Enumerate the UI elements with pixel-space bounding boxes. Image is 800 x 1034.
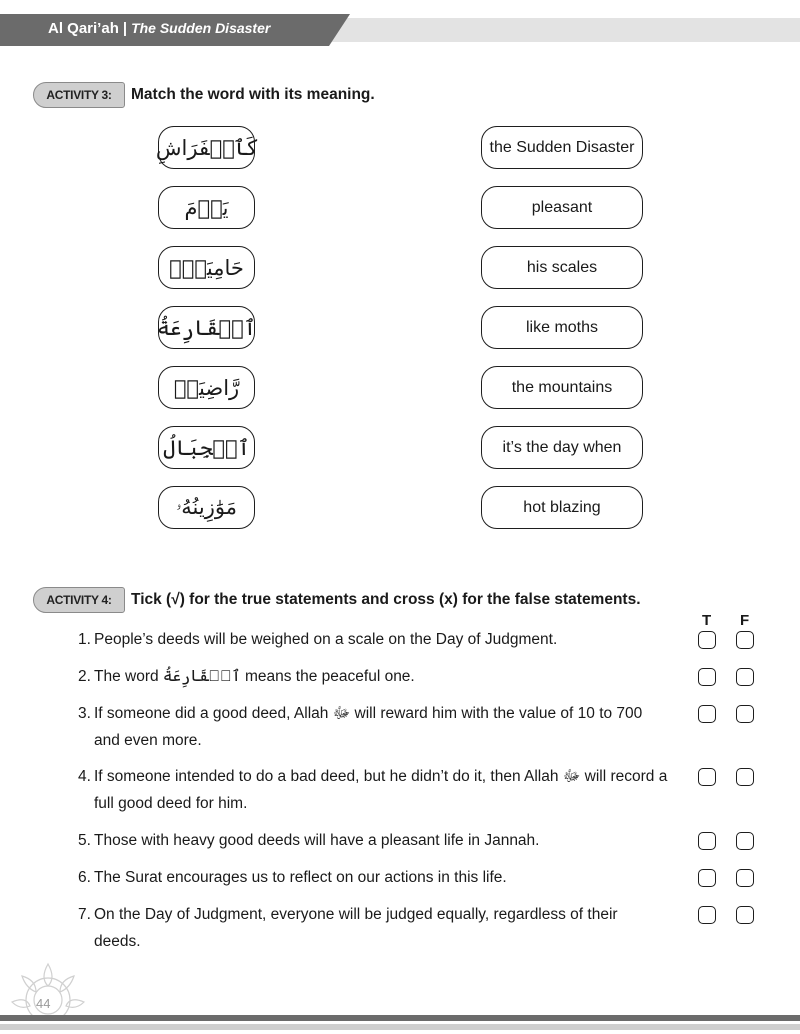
false-checkbox[interactable]	[736, 869, 754, 887]
header-separator: |	[122, 20, 128, 37]
true-checkbox[interactable]	[698, 631, 716, 649]
true-checkbox[interactable]	[698, 705, 716, 723]
page-header-title	[48, 20, 270, 37]
statement-text: On the Day of Judgment, everyone will be judged equally, regardless of their deeds.	[94, 906, 618, 950]
statement-text: If someone intended to do a bad deed, but he didn’t do it, then Allah ﷻ will record a full good deed for him.	[94, 768, 668, 812]
statement-number: 1.	[78, 631, 91, 648]
statement-row	[78, 864, 668, 891]
true-checkbox[interactable]	[698, 906, 716, 924]
statement-row	[78, 763, 668, 817]
activity4-badge: ACTIVITY 4:	[33, 587, 125, 613]
true-checkbox[interactable]	[698, 668, 716, 686]
activity4-instruction: Tick (√) for the true statements and cross (x) for the false statements.	[131, 591, 641, 608]
chapter-subtitle: The Sudden Disaster	[131, 20, 271, 36]
false-checkbox[interactable]	[736, 832, 754, 850]
statement-text: People’s deeds will be weighed on a scale on the Day of Judgment.	[94, 631, 558, 648]
false-checkbox[interactable]	[736, 705, 754, 723]
statement-number: 2.	[78, 668, 91, 685]
arabic-word-box[interactable]: كَٱلۡفَرَاشِ	[158, 126, 255, 169]
arabic-word-box[interactable]: مَوَٰزِينُهُۥ	[158, 486, 255, 529]
meaning-box[interactable]: like moths	[481, 306, 643, 349]
activity3-heading	[33, 82, 375, 108]
header-band	[330, 18, 800, 42]
meaning-box[interactable]: it’s the day when	[481, 426, 643, 469]
false-checkbox[interactable]	[736, 668, 754, 686]
statement-number: 7.	[78, 906, 91, 923]
footer-rule-light	[0, 1024, 800, 1030]
footer-rule	[0, 1015, 800, 1021]
statement-number: 3.	[78, 705, 91, 722]
meaning-box[interactable]: his scales	[481, 246, 643, 289]
false-checkbox[interactable]	[736, 768, 754, 786]
arabic-word-box[interactable]: يَوۡمَ	[158, 186, 255, 229]
meaning-box[interactable]: hot blazing	[481, 486, 643, 529]
false-checkbox[interactable]	[736, 631, 754, 649]
statement-number: 6.	[78, 869, 91, 886]
arabic-word-box[interactable]: رَّاضِيَةٖ	[158, 366, 255, 409]
statement-row	[78, 663, 668, 690]
statement-row	[78, 700, 668, 754]
page-number: 44	[36, 996, 51, 1011]
meaning-box[interactable]: the mountains	[481, 366, 643, 409]
activity4-heading	[33, 587, 641, 613]
arabic-word-box[interactable]: حَامِيَةُۢ	[158, 246, 255, 289]
statement-text: The word ٱلۡقَارِعَةُ means the peaceful one.	[94, 668, 415, 685]
true-checkbox[interactable]	[698, 832, 716, 850]
meaning-box[interactable]: the Sudden Disaster	[481, 126, 643, 169]
statement-text: Those with heavy good deeds will have a pleasant life in Jannah.	[94, 832, 540, 849]
statement-row	[78, 827, 668, 854]
statement-number: 5.	[78, 832, 91, 849]
statement-row	[78, 901, 668, 955]
activity3-badge: ACTIVITY 3:	[33, 82, 125, 108]
statement-text: If someone did a good deed, Allah ﷻ will reward him with the value of 10 to 700 and even more.	[94, 705, 643, 749]
statement-number: 4.	[78, 768, 91, 785]
chapter-title: Al Qari’ah	[48, 20, 119, 37]
false-column-header: F	[740, 612, 750, 629]
statement-row	[78, 626, 668, 653]
arabic-word-box[interactable]: ٱلۡجِبَالُ	[158, 426, 255, 469]
arabic-word-box[interactable]: ٱلۡقَارِعَةُ	[158, 306, 255, 349]
true-column-header: T	[702, 612, 712, 629]
true-checkbox[interactable]	[698, 768, 716, 786]
false-checkbox[interactable]	[736, 906, 754, 924]
meaning-box[interactable]: pleasant	[481, 186, 643, 229]
activity3-instruction: Match the word with its meaning.	[131, 86, 375, 103]
statement-text: The Surat encourages us to reflect on our actions in this life.	[94, 869, 507, 886]
true-checkbox[interactable]	[698, 869, 716, 887]
